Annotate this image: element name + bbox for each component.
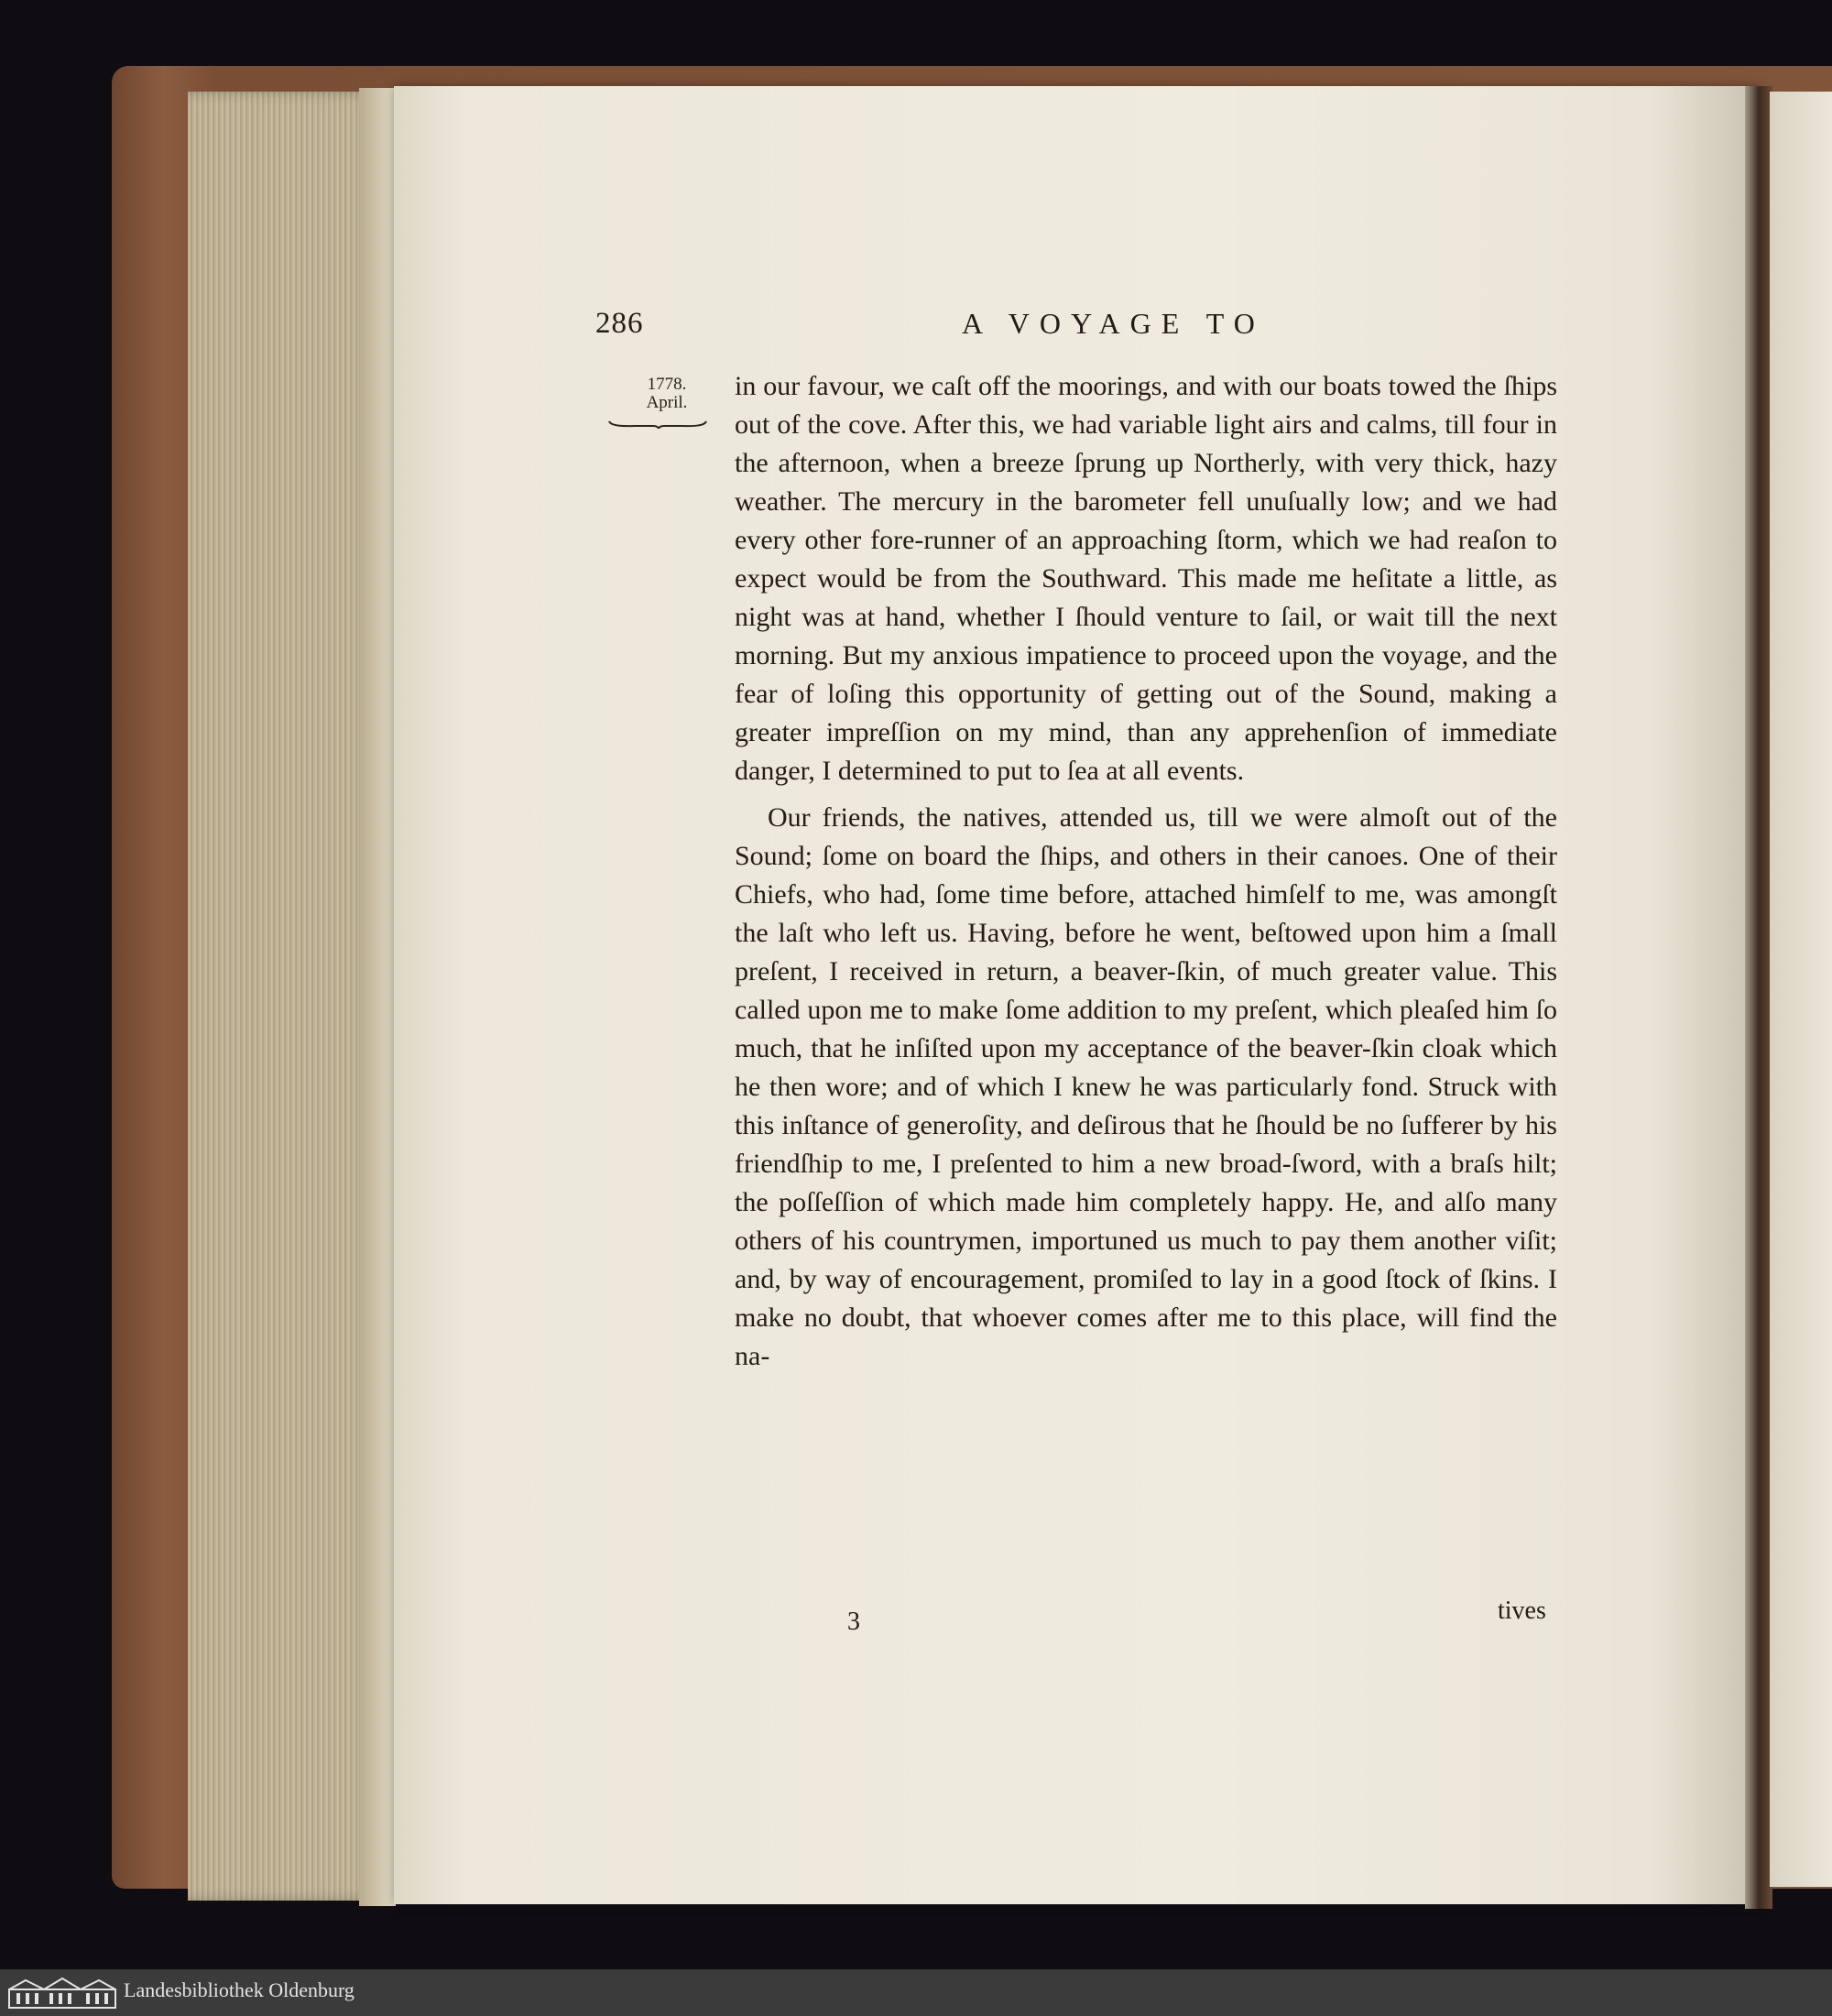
library-name: Landesbibliothek Oldenburg — [124, 1978, 354, 2001]
page-edge-shadow — [359, 88, 396, 1906]
margin-month: April. — [646, 393, 688, 412]
body-text — [735, 367, 1557, 1376]
library-building-icon — [7, 1977, 117, 2010]
margin-note — [630, 376, 703, 429]
margin-year: 1778. — [647, 375, 687, 394]
facing-page-edge — [1770, 92, 1832, 1887]
catchword: tives — [1498, 1596, 1546, 1625]
signature-mark: 3 — [847, 1607, 860, 1636]
page-number: 286 — [595, 307, 644, 340]
paragraph-2: Our friends, the natives, attended us, till we were almoſt out of the Sound; ſome on board the ſhips, and others in their canoes. One of their Chiefs, who had, ſome time before, attached himſelf to me, was amongſt the laſt who left us. Having, before he went, beſtowed upon him a ſmall preſent, I received in return, a beaver-ſkin, of much greater value. This called upon me to make ſome addition to my preſent, which pleaſed him ſo much, that he inſiſted upon my acceptance of the beaver-ſkin cloak which he then wore; and of which I knew he was particularly fond. Struck with this inſtance of generoſity, and deſirous that he ſhould be no ſufferer by his friendſhip to me, I preſented to him a new broad-ſword, with a braſs hilt; the poſſeſſion of which made him completely happy. He, and alſo many others of his countrymen, importuned us much to pay them another viſit; and, by way of encouragement, promiſed to lay in a good ſtock of ſkins. I make no doubt, that whoever comes after me to this place, will find the na- — [735, 802, 1557, 1371]
running-title: A VOYAGE TO — [962, 307, 1265, 340]
page-header — [0, 307, 1832, 353]
book-gutter — [1745, 86, 1772, 1909]
margin-brace-icon — [607, 418, 708, 429]
paragraph-1: in our favour, we caſt off the moorings, and with our boats towed the ſhips out of the cove. After this, we had variable light airs and calms, till four in the afternoon, when a breeze ſprung up Northerly, with very thick, hazy weather. The mercury in the barometer fell unuſually low; and we had every other fore-runner of an approaching ſtorm, which we had reaſon to expect would be from the Southward. This made me heſitate a little, as night was at hand, whether I ſhould venture to ſail, or wait till the next morning. But my anxious impatience to proceed upon the voyage, and the fear of loſing this opportunity of getting out of the Sound, making a greater impreſſion on my mind, than any apprehenſion of immediate danger, I determined to put to ſea at all events. — [735, 371, 1557, 786]
library-footer-bar — [0, 1969, 1832, 2016]
